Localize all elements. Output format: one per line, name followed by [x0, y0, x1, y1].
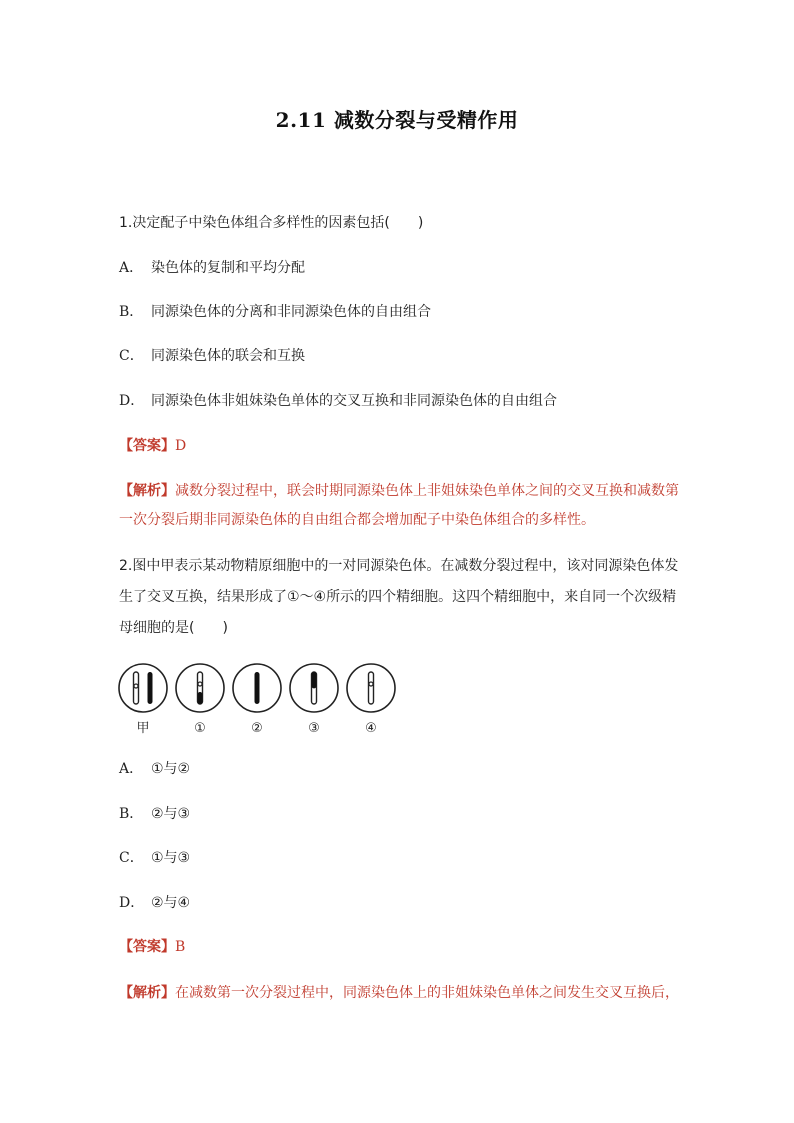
cell-3 — [290, 664, 338, 712]
option-letter: B． — [119, 304, 144, 320]
q2-stem-line-1: 2.图中甲表示某动物精原细胞中的一对同源染色体。在减数分裂过程中，该对同源染色体发 — [119, 558, 679, 574]
cell-1 — [176, 664, 224, 712]
q2-option-d — [119, 893, 190, 913]
q2-answer — [119, 937, 185, 957]
q2-option-c — [119, 848, 190, 868]
option-text: ②与④ — [151, 895, 191, 911]
cell-2 — [233, 664, 281, 712]
answer-tag: 【答案】 — [119, 939, 175, 955]
option-letter: B． — [119, 806, 144, 822]
chromosome-figure — [117, 660, 407, 740]
option-letter: A． — [119, 761, 144, 777]
analysis-tag: 【解析】 — [119, 985, 175, 1001]
q2-stem-line-2: 生了交叉互换，结果形成了①～④所示的四个精细胞。这四个精细胞中，来自同一个次级精 — [119, 589, 677, 605]
option-text: ①与② — [151, 761, 191, 777]
analysis-text: 减数分裂过程中，联会时期同源染色体上非姐妹染色单体之间的交叉互换和减数第 — [175, 483, 679, 499]
q2-option-b — [119, 804, 190, 824]
answer-tag: 【答案】 — [119, 438, 175, 454]
answer-value: D — [175, 438, 187, 454]
analysis-text: 在减数第一次分裂过程中，同源染色体上的非姐妹染色单体之间发生交叉互换后， — [175, 985, 679, 1001]
q2-analysis-line-1 — [119, 983, 679, 1003]
option-text: 同源染色体非姐妹染色单体的交叉互换和非同源染色体的自由组合 — [151, 393, 557, 409]
page-title: 2.11 减数分裂与受精作用 — [275, 108, 519, 132]
option-text: 同源染色体的联会和互换 — [151, 348, 305, 364]
q1-answer — [119, 436, 186, 456]
q1-option-b — [119, 302, 431, 322]
q1-option-a — [119, 258, 305, 278]
cell-4 — [347, 664, 395, 712]
figure-label-jia: 甲 — [136, 721, 150, 736]
q1-analysis-line-2: 一次分裂后期非同源染色体的自由组合都会增加配子中染色体组合的多样性。 — [119, 512, 595, 528]
option-letter: C． — [119, 850, 144, 866]
option-letter: A． — [119, 260, 144, 276]
q1-analysis-line-1 — [119, 481, 679, 501]
q2-option-a — [119, 759, 190, 779]
q1-option-c — [119, 346, 305, 366]
option-text: ①与③ — [151, 850, 191, 866]
option-text: ②与③ — [151, 806, 191, 822]
figure-label-4: ④ — [365, 721, 377, 736]
figure-label-1: ① — [194, 721, 206, 736]
q1-stem: 1.决定配子中染色体组合多样性的因素包括( ) — [119, 215, 424, 231]
option-text: 同源染色体的分离和非同源染色体的自由组合 — [151, 304, 431, 320]
analysis-tag: 【解析】 — [119, 483, 175, 499]
figure-label-3: ③ — [308, 721, 320, 736]
option-letter: D． — [119, 895, 145, 911]
cell-jia — [119, 664, 167, 712]
option-text: 染色体的复制和平均分配 — [151, 260, 305, 276]
figure-label-2: ② — [251, 721, 263, 736]
q2-stem-line-3: 母细胞的是( ) — [119, 620, 228, 636]
option-letter: C． — [119, 348, 144, 364]
option-letter: D． — [119, 393, 145, 409]
answer-value: B — [175, 939, 186, 955]
q1-option-d — [119, 391, 557, 411]
